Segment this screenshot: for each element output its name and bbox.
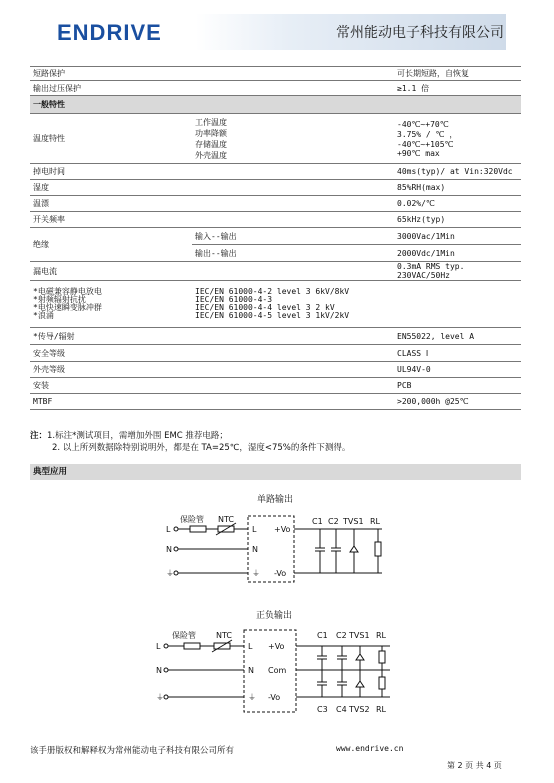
svg-text:L: L bbox=[252, 525, 257, 534]
row-value: 可长期短路，自恢复 bbox=[394, 67, 521, 81]
tvs1-label: TVS1 bbox=[349, 631, 370, 640]
table-row bbox=[30, 180, 521, 196]
fuse-label: 保险管 bbox=[180, 515, 204, 524]
svg-text:N: N bbox=[252, 545, 258, 554]
rl-label: RL bbox=[376, 631, 387, 640]
c4-label: C4 bbox=[336, 705, 347, 714]
emc-standards: IEC/EN 61000-4-2 level 3 6kV/8kV IEC/EN 61000-4-3 IEC/EN 61000-4-4 level 3 2 kV IEC/EN 61000-4-5 level 3 1kV/2kV bbox=[192, 281, 521, 328]
row-value: 85%RH(max) bbox=[394, 180, 521, 196]
row-value: 65kHz(typ) bbox=[394, 212, 521, 228]
row-label: 安装 bbox=[30, 378, 192, 394]
note-line-1: 1.标注*测试项目，需增加外围 EMC 推荐电路； bbox=[47, 431, 228, 441]
rl-label: RL bbox=[376, 705, 387, 714]
table-row bbox=[30, 114, 521, 164]
company-name: 常州能动电子科技有限公司 bbox=[336, 25, 504, 41]
row-label: 温度特性 bbox=[30, 114, 192, 164]
svg-text:⏚: ⏚ bbox=[248, 693, 256, 702]
fuse-label: 保险管 bbox=[172, 631, 196, 640]
row-value: PCB bbox=[394, 378, 521, 394]
brand-logo: ENDRIVE bbox=[57, 20, 162, 45]
footer-copyright: 该手册版权和解释权为常州能动电子科技有限公司所有 bbox=[30, 746, 235, 756]
diagram-title: 正负输出 bbox=[256, 611, 293, 621]
pin-com: Com bbox=[268, 666, 287, 675]
table-row bbox=[30, 164, 521, 180]
section-title: 典型应用 bbox=[30, 464, 521, 480]
c2-label: C2 bbox=[328, 517, 339, 526]
row-value: 2000Vdc/1Min bbox=[394, 245, 521, 262]
table-row: 输出--输出 2000Vdc/1Min bbox=[30, 245, 521, 262]
ntc-label: NTC bbox=[216, 631, 232, 640]
page-number: 第 2 页 共 4 页 bbox=[447, 761, 502, 770]
spec-table bbox=[30, 66, 521, 410]
section-title: 一般特性 bbox=[30, 96, 521, 114]
footer-website[interactable]: www.endrive.cn bbox=[336, 744, 404, 753]
temp-values: -40℃~+70℃ 3.75% / ℃ ， -40℃~+105℃ +90℃ max bbox=[394, 114, 521, 164]
row-value: 3000Vac/1Min bbox=[394, 228, 521, 245]
pin-l-label: L bbox=[166, 525, 171, 534]
row-label: 湿度 bbox=[30, 180, 192, 196]
tvs2-label: TVS2 bbox=[349, 705, 370, 714]
pin-n-label: N bbox=[156, 666, 162, 675]
ntc-label: NTC bbox=[218, 515, 234, 524]
fuse-symbol bbox=[190, 526, 206, 532]
c2-label: C2 bbox=[336, 631, 347, 640]
row-value: >200,000h @25℃ bbox=[394, 394, 521, 410]
table-row bbox=[30, 328, 521, 345]
row-label: MTBF bbox=[30, 394, 192, 410]
table-row bbox=[30, 378, 521, 394]
row-value: 0.02%/℃ bbox=[394, 196, 521, 212]
pin-vo-minus: -Vo bbox=[268, 693, 281, 702]
pin-l-label: L bbox=[156, 642, 161, 651]
table-row bbox=[30, 67, 521, 81]
row-value: EN55022, level A bbox=[394, 328, 521, 345]
section-header bbox=[30, 96, 521, 114]
row-label: 短路保护 bbox=[30, 67, 192, 81]
diagram-title: 单路输出 bbox=[257, 495, 294, 505]
load-resistor bbox=[375, 542, 381, 556]
row-label: 漏电流 bbox=[30, 262, 192, 281]
table-row: 绝缘 输入--输出 3000Vac/1Min bbox=[30, 228, 521, 245]
table-row bbox=[30, 262, 521, 281]
table-row bbox=[30, 362, 521, 378]
row-label: 输出过压保护 bbox=[30, 81, 192, 96]
temp-items: 工作温度 功率降额 存储温度 外壳温度 bbox=[192, 114, 394, 164]
dual-output-diagram bbox=[150, 606, 400, 718]
notes bbox=[30, 430, 350, 454]
table-row bbox=[30, 345, 521, 362]
pin-vo-plus: +Vo bbox=[268, 642, 285, 651]
fuse-symbol bbox=[184, 643, 200, 649]
c1-label: C1 bbox=[317, 631, 328, 640]
pin-vo-minus: -Vo bbox=[274, 569, 287, 578]
row-label: 掉电时间 bbox=[30, 164, 192, 180]
svg-text:N: N bbox=[248, 666, 254, 675]
pin-n-label: N bbox=[166, 545, 172, 554]
note-prefix: 注： bbox=[30, 431, 48, 441]
pin-gnd-label: ⏚ bbox=[156, 693, 164, 702]
svg-text:⏚: ⏚ bbox=[252, 569, 260, 578]
table-row bbox=[30, 81, 521, 96]
single-output-diagram bbox=[160, 490, 400, 590]
pin-gnd-label: ⏚ bbox=[166, 569, 174, 578]
table-row bbox=[30, 281, 521, 328]
svg-text:L: L bbox=[248, 642, 253, 651]
row-value: ≥1.1 倍 bbox=[394, 81, 521, 96]
tvs1-label: TVS1 bbox=[343, 517, 364, 526]
row-value: CLASS Ⅰ bbox=[394, 345, 521, 362]
row-value: 40ms(typ)/ at Vin:320Vdc bbox=[394, 164, 521, 180]
table-row bbox=[30, 196, 521, 212]
row-label: 温漂 bbox=[30, 196, 192, 212]
rl-label: RL bbox=[370, 517, 381, 526]
row-label: 安全等级 bbox=[30, 345, 192, 362]
row-value: 0.3mA RMS typ. 230VAC/50Hz bbox=[394, 262, 521, 281]
row-label: 绝缘 bbox=[30, 228, 192, 262]
note-line-2: 2. 以上所列数据除特别说明外，都是在 TA=25℃，湿度<75%的条件下测得。 bbox=[52, 443, 351, 453]
row-value: UL94V-0 bbox=[394, 362, 521, 378]
table-row bbox=[30, 212, 521, 228]
row-label: 外壳等级 bbox=[30, 362, 192, 378]
row-label: *传导/辐射 bbox=[30, 328, 192, 345]
row-label: 开关频率 bbox=[30, 212, 192, 228]
c1-label: C1 bbox=[312, 517, 323, 526]
c3-label: C3 bbox=[317, 705, 328, 714]
pin-vo-plus: +Vo bbox=[274, 525, 291, 534]
emc-labels: *电磁兼容静电放电 *射频辐射抗扰 *电快速瞬变脉冲群 *浪涌 bbox=[30, 281, 192, 328]
table-row bbox=[30, 394, 521, 410]
